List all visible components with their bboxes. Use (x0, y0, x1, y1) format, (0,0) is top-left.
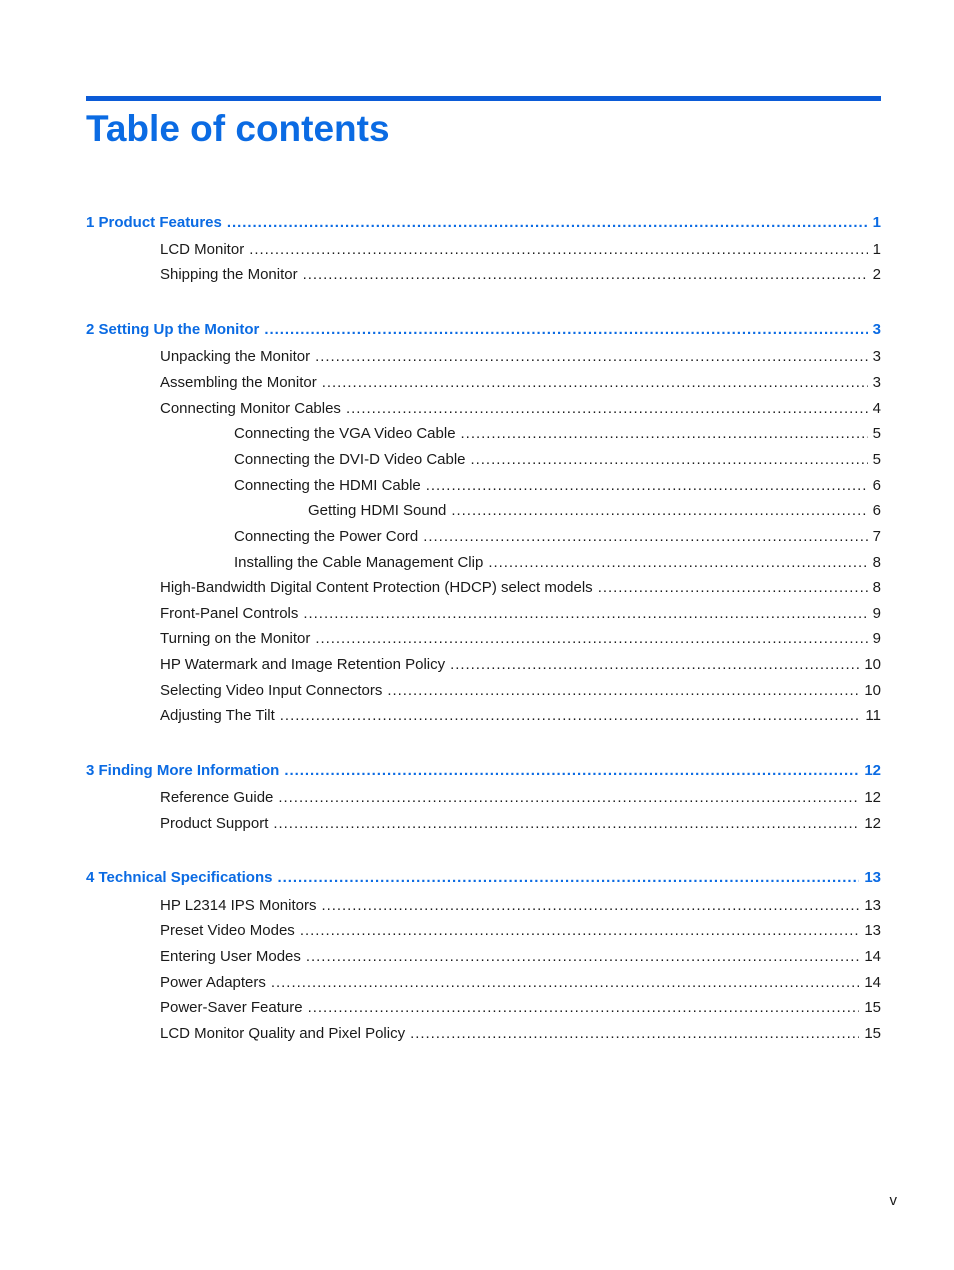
toc-entry-label: Turning on the Monitor (160, 630, 311, 647)
toc-entry-page: 5 (872, 451, 881, 468)
toc-entry-page: 13 (864, 922, 881, 939)
toc-entry-preset-video-modes[interactable] (160, 921, 881, 941)
toc-entry-page: 8 (872, 579, 881, 596)
toc-entry-reference-guide[interactable] (160, 788, 881, 808)
toc-entry-tilt[interactable] (160, 706, 881, 726)
toc-leader (306, 947, 859, 967)
toc-entry-label: LCD Monitor (160, 241, 245, 258)
toc-chapter-more-information[interactable] (86, 761, 881, 781)
toc-entry-assembling[interactable] (160, 373, 881, 393)
toc-leader (488, 553, 867, 573)
toc-entry-label: Adjusting The Tilt (160, 707, 275, 724)
toc-leader (308, 998, 860, 1018)
toc-leader (426, 476, 868, 496)
toc-entry-page: 2 (872, 266, 881, 283)
toc-entry-page: 1 (872, 214, 881, 231)
toc-leader (322, 373, 868, 393)
toc-leader (471, 450, 868, 470)
toc-leader (249, 240, 867, 260)
toc-leader (450, 655, 859, 675)
toc-entry-label: Front-Panel Controls (160, 605, 299, 622)
toc-entry-label: 1 Product Features (86, 214, 222, 231)
toc-entry-label: Selecting Video Input Connectors (160, 682, 383, 699)
toc-leader (284, 761, 859, 781)
toc-entry-page: 12 (864, 815, 881, 832)
toc-entry-user-modes[interactable] (160, 947, 881, 967)
toc-entry-label: Connecting the Power Cord (234, 528, 419, 545)
toc-entry-page: 10 (864, 682, 881, 699)
toc-leader (315, 347, 868, 367)
toc-leader (346, 399, 868, 419)
toc-entry-turning-on[interactable] (160, 629, 881, 649)
toc-entry-page: 3 (872, 374, 881, 391)
toc-entry-dvi-cable[interactable] (234, 450, 881, 470)
toc-entry-page: 13 (864, 869, 881, 886)
toc-entry-label: LCD Monitor Quality and Pixel Policy (160, 1025, 406, 1042)
toc-entry-front-panel[interactable] (160, 604, 881, 624)
toc-entry-label: Assembling the Monitor (160, 374, 317, 391)
toc-leader (264, 320, 867, 340)
toc-leader (410, 1024, 859, 1044)
toc-entry-page: 1 (872, 241, 881, 258)
toc-entry-page: 7 (872, 528, 881, 545)
toc-leader (280, 706, 861, 726)
toc-entry-label: Product Support (160, 815, 269, 832)
toc-leader (315, 629, 867, 649)
toc-entry-page: 8 (872, 554, 881, 571)
toc-entry-label: Power-Saver Feature (160, 999, 303, 1016)
toc-entry-hdcp[interactable] (160, 578, 881, 598)
toc-leader (300, 921, 860, 941)
toc-entry-label: Getting HDMI Sound (308, 502, 447, 519)
toc-entry-power-adapters[interactable] (160, 973, 881, 993)
toc-entry-page: 9 (872, 605, 881, 622)
toc-leader (271, 973, 859, 993)
toc-entry-connecting-cables[interactable] (160, 399, 881, 419)
title-rule (86, 96, 881, 101)
toc-entry-label: Entering User Modes (160, 948, 301, 965)
toc-entry-page: 14 (864, 974, 881, 991)
toc-leader (423, 527, 867, 547)
page-title: Table of contents (86, 108, 390, 149)
toc-entry-shipping-the-monitor[interactable] (160, 265, 881, 285)
toc-entry-power-saver[interactable] (160, 998, 881, 1018)
toc-entry-vga-cable[interactable] (234, 424, 881, 444)
toc-entry-label: High-Bandwidth Digital Content Protection (HDCP) select models (160, 579, 593, 596)
toc-entry-label: Unpacking the Monitor (160, 348, 311, 365)
toc-entry-page: 12 (864, 789, 881, 806)
page-number: v (889, 1192, 897, 1209)
toc-entry-label: Power Adapters (160, 974, 266, 991)
toc-entry-hdmi-sound[interactable] (308, 501, 881, 521)
toc-leader (387, 681, 859, 701)
toc-entry-label: Connecting the HDMI Cable (234, 477, 421, 494)
toc-leader (277, 868, 859, 888)
toc-entry-page: 4 (872, 400, 881, 417)
toc-entry-power-cord[interactable] (234, 527, 881, 547)
toc-leader (321, 896, 859, 916)
toc-entry-page: 3 (872, 321, 881, 338)
toc-entry-page: 15 (864, 1025, 881, 1042)
toc-entry-page: 5 (872, 425, 881, 442)
toc-leader (278, 788, 859, 808)
toc-entry-page: 14 (864, 948, 881, 965)
toc-entry-label: Connecting the DVI-D Video Cable (234, 451, 466, 468)
toc-entry-page: 15 (864, 999, 881, 1016)
toc-entry-label: Reference Guide (160, 789, 274, 806)
toc-entry-page: 12 (864, 762, 881, 779)
toc-entry-cable-clip[interactable] (234, 553, 881, 573)
toc-entry-label: Connecting Monitor Cables (160, 400, 341, 417)
toc-entry-input-connectors[interactable] (160, 681, 881, 701)
toc-leader (598, 578, 868, 598)
toc-entry-label: Shipping the Monitor (160, 266, 298, 283)
toc-entry-page: 6 (872, 502, 881, 519)
toc-entry-pixel-policy[interactable] (160, 1024, 881, 1044)
toc-leader (303, 604, 867, 624)
toc-entry-label: 3 Finding More Information (86, 762, 280, 779)
toc-entry-product-support[interactable] (160, 814, 881, 834)
toc-entry-label: HP Watermark and Image Retention Policy (160, 656, 446, 673)
toc-entry-watermark[interactable] (160, 655, 881, 675)
toc-entry-label: Preset Video Modes (160, 922, 295, 939)
toc-entry-page: 10 (864, 656, 881, 673)
toc-entry-label: Installing the Cable Management Clip (234, 554, 484, 571)
toc-leader (303, 265, 868, 285)
toc-entry-label: HP L2314 IPS Monitors (160, 897, 317, 914)
toc-chapter-technical-specifications[interactable] (86, 868, 881, 888)
toc-entry-hdmi-cable[interactable] (234, 476, 881, 496)
toc-entry-page: 13 (864, 897, 881, 914)
toc-entry-page: 6 (872, 477, 881, 494)
toc-entry-page: 9 (872, 630, 881, 647)
toc-leader (227, 213, 868, 233)
toc-entry-lcd-monitor[interactable] (160, 240, 881, 260)
toc-entry-page: 11 (865, 707, 881, 724)
toc-entry-unpacking[interactable] (160, 347, 881, 367)
toc-leader (461, 424, 868, 444)
toc-chapter-setting-up[interactable] (86, 320, 881, 340)
toc-leader (273, 814, 859, 834)
toc-entry-ips-monitors[interactable] (160, 896, 881, 916)
toc-chapter-product-features[interactable] (86, 213, 881, 233)
toc-entry-page: 3 (872, 348, 881, 365)
toc-entry-label: 2 Setting Up the Monitor (86, 321, 260, 338)
toc-entry-label: 4 Technical Specifications (86, 869, 273, 886)
toc-leader (451, 501, 867, 521)
toc-entry-label: Connecting the VGA Video Cable (234, 425, 456, 442)
